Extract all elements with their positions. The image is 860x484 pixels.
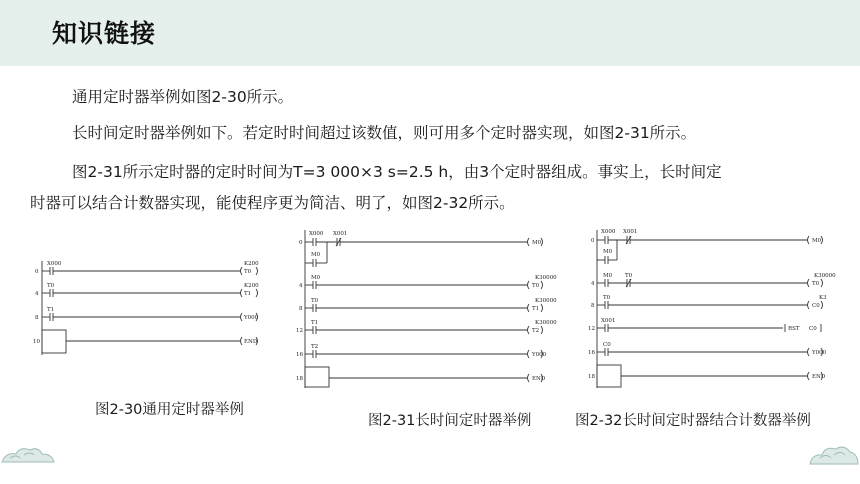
contact-label: X000 (309, 231, 324, 237)
ladder-diagram-fig-2-32 (587, 226, 837, 396)
contact-label: M0 (311, 275, 321, 281)
contact-label: M0 (603, 249, 613, 255)
coil-setting: K30000 (814, 273, 836, 279)
coil-label: END (244, 339, 258, 345)
coil-label: Y000 (812, 350, 827, 356)
header-band (0, 0, 860, 66)
coil-label: Y000 (532, 352, 547, 358)
ladder-diagram-fig-2-31 (295, 226, 555, 396)
step-number: 18 (588, 374, 595, 380)
contact-label: T0 (603, 295, 611, 301)
step-number: 16 (296, 352, 303, 358)
step-number: 4 (35, 291, 39, 297)
page-title: 知识链接 (52, 19, 157, 48)
cloud-decoration-right (806, 438, 860, 470)
paragraph-3-line-1: 图2-31所示定时器的定时时间为T=3 000×3 s=2.5 h，由3个定时器组成。事实上，长时间定 (72, 163, 722, 181)
step-number: 4 (299, 283, 303, 289)
step-number: 12 (296, 328, 303, 334)
coil-label: T2 (532, 328, 540, 334)
coil-label: T1 (532, 306, 540, 312)
step-number: 10 (33, 339, 40, 345)
coil-label: M0 (532, 240, 542, 246)
paragraph-2: 长时间定时器举例如下。若定时时间超过该数值，则可用多个定时器实现，如图2-31所示。 (72, 124, 697, 142)
coil-setting: K200 (244, 261, 259, 267)
coil-label: T1 (244, 291, 252, 297)
coil-label: T0 (532, 283, 540, 289)
contact-label: T0 (47, 283, 55, 289)
instruction-arg: C0 (809, 326, 817, 332)
contact-label: X001 (333, 231, 348, 237)
step-number: 18 (296, 376, 303, 382)
step-number: 0 (35, 269, 39, 275)
coil-setting: K30000 (535, 320, 557, 326)
step-number: 0 (591, 238, 595, 244)
coil-label: T0 (812, 281, 820, 287)
contact-label: T1 (47, 307, 55, 313)
coil-setting: K30000 (535, 275, 557, 281)
figure-caption-2-32: 图2-32长时间定时器结合计数器举例 (575, 413, 811, 429)
contact-label: M0 (603, 273, 613, 279)
step-number: 16 (588, 350, 595, 356)
paragraph-1: 通用定时器举例如图2-30所示。 (72, 88, 294, 106)
coil-label: C0 (812, 303, 820, 309)
paragraph-3-line-2: 时器可以结合计数器实现，能使程序更为简洁、明了，如图2-32所示。 (30, 194, 515, 212)
coil-label: END (532, 376, 546, 382)
coil-setting: K200 (244, 283, 259, 289)
coil-label: M0 (812, 238, 822, 244)
coil-setting: K30000 (535, 298, 557, 304)
coil-label: Y000 (244, 315, 259, 321)
contact-label: T1 (311, 320, 319, 326)
coil-setting: K3 (819, 295, 827, 301)
step-number: 8 (591, 303, 595, 309)
ladder-diagram-fig-2-30 (30, 255, 275, 360)
contact-label: X000 (601, 229, 616, 235)
contact-label: T2 (311, 344, 319, 350)
contact-label: T0 (311, 298, 319, 304)
step-number: 0 (299, 240, 303, 246)
coil-label: T0 (244, 269, 252, 275)
coil-label: END (812, 374, 826, 380)
step-number: 8 (35, 315, 39, 321)
step-number: 4 (591, 281, 595, 287)
contact-label: C0 (603, 342, 611, 348)
contact-label: T0 (625, 273, 633, 279)
cloud-decoration-left (0, 440, 56, 470)
step-number: 8 (299, 306, 303, 312)
instruction-label: RST (788, 326, 800, 332)
figure-caption-2-31: 图2-31长时间定时器举例 (368, 413, 532, 429)
figure-caption-2-30: 图2-30通用定时器举例 (95, 402, 244, 418)
contact-label: X000 (47, 261, 62, 267)
contact-label: X001 (623, 229, 638, 235)
contact-label: X001 (601, 318, 616, 324)
step-number: 12 (588, 326, 595, 332)
contact-label: M0 (311, 252, 321, 258)
